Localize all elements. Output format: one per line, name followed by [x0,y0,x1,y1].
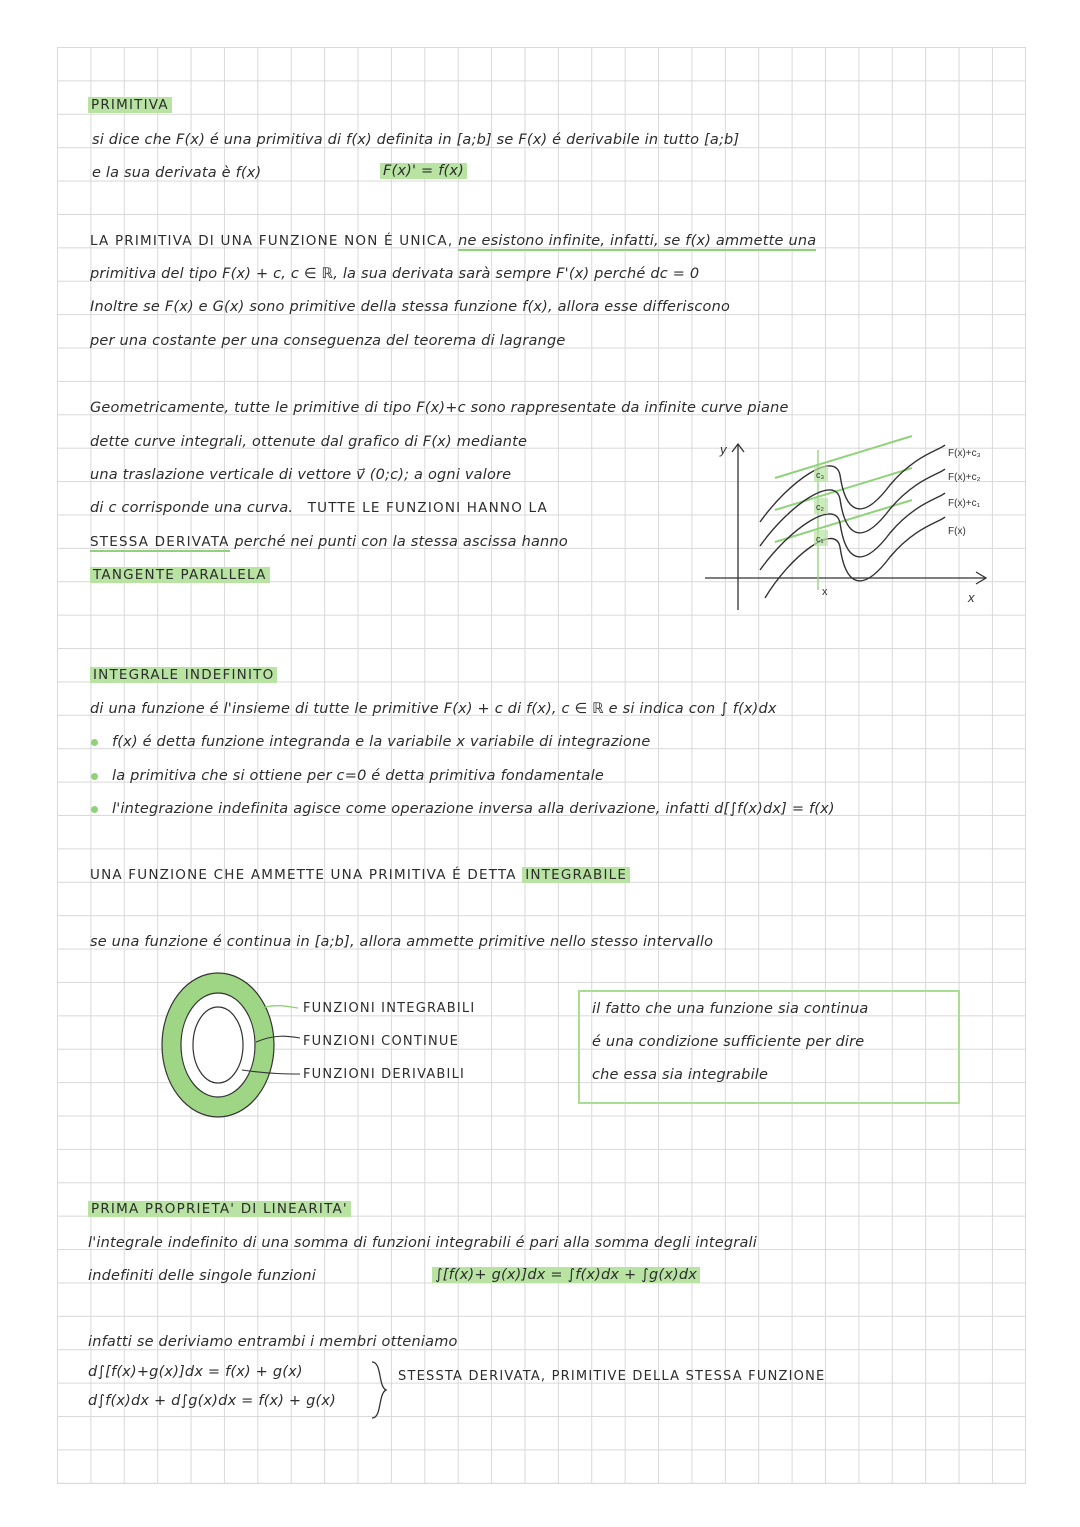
non-unica-line-3: Inoltre se F(x) e G(x) sono primitive della stessa funzione f(x), allora esse differiscono [90,299,731,315]
integrale-definition-line: di una funzione é l'insieme di tutte le primitive F(x) + c di f(x), c ∈ ℝ e si indica con ∫ f(x)dx [90,701,777,717]
function-sets-diagram [150,970,310,1120]
integrabile-definition: UNA FUNZIONE CHE AMMETTE UNA PRIMITIVA É DETTA INTEGRABILE [90,866,630,884]
continua-statement: se una funzione é continua in [a;b], allora ammette primitive nello stesso intervallo [90,934,714,950]
note-line-3: che essa sia integrabile [592,1067,769,1083]
integrale-bullet-1: f(x) é detta funzione integranda e la variabile x variabile di integrazione [112,734,651,750]
derivabili-ring [193,1007,243,1083]
integrabili-arrow-icon [262,1006,298,1008]
geometric-line-3: una traslazione verticale di vettore v⃗ (0;c); a ogni valore [90,467,512,483]
integral-curves-graph [690,430,1020,620]
note-line-2: é una condizione sufficiente per dire [592,1034,865,1050]
geometric-line-1: Geometricamente, tutte le primitive di tipo F(x)+c sono rappresentate da infinite curve piane [90,400,789,416]
non-unica-line-4: per una costante per una conseguenza del teorema di lagrange [90,333,566,349]
integrale-bullet-3: l'integrazione indefinita agisce come operazione inversa alla derivazione, infatti d[∫f(x)dx] = f(x) [112,801,835,817]
curve-F-plus-c2 [760,469,945,546]
x-axis-label: x [968,590,975,605]
linearita-line-3: infatti se deriviamo entrambi i membri otteniamo [88,1334,458,1350]
bullet-dot-1 [91,739,98,746]
curve-F [765,517,945,598]
label-funzioni-derivabili: FUNZIONI DERIVABILI [303,1067,466,1082]
curve-F-plus-c1 [760,493,945,570]
c2-label: c₂ [816,502,824,512]
y-axis-label: y [720,442,727,457]
primitiva-definition-line: si dice che F(x) é una primitiva di f(x) definita in [a;b] se F(x) é derivabile in tutto [a;b] [92,132,740,148]
note-line-1: il fatto che una funzione sia continua [592,1001,869,1017]
bullet-dot-3 [91,806,98,813]
curve-F-plus-c3 [760,445,945,522]
section-heading-primitiva: PRIMITIVA [88,96,172,114]
section-heading-integrale: INTEGRALE INDEFINITO [90,666,277,684]
label-funzioni-continue: FUNZIONI CONTINUE [303,1034,460,1049]
curly-brace-icon [368,1360,392,1420]
non-unica-line-2: primitiva del tipo F(x) + c, c ∈ ℝ, la sua derivata sarà sempre F'(x) perché dc = 0 [90,266,700,282]
derivative-equation-2: d∫f(x)dx + d∫g(x)dx = f(x) + g(x) [88,1393,336,1409]
section-heading-linearita: PRIMA PROPRIETA' DI LINEARITA' [88,1200,351,1218]
c3-label: c₃ [816,470,825,480]
label-funzioni-integrabili: FUNZIONI INTEGRABILI [303,1001,476,1016]
linearita-formula: ∫[f(x)+ g(x)]dx = ∫f(x)dx + ∫g(x)dx [432,1266,700,1284]
primitiva-derivative-formula: F(x)' = f(x) [380,162,467,180]
tangent-line-c3 [775,436,912,478]
integrale-bullet-2: la primitiva che si ottiene per c=0 é detta primitiva fondamentale [112,768,604,784]
linearita-conclusion: STESSTA DERIVATA, PRIMITIVE DELLA STESSA FUNZIONE [398,1369,826,1384]
tangente-parallela-label: TANGENTE PARALLELA [90,566,270,584]
geometric-line-4: di c corrisponde una curva. TUTTE LE FUNZIONI HANNO LA [90,500,548,516]
linearita-line-2: indefiniti delle singole funzioni [88,1268,316,1284]
curve-label-F: F(x) [948,526,966,537]
curve-label-c2: F(x)+c₂ [948,472,981,483]
c1-label: c₁ [816,534,824,544]
derivative-equation-1: d∫[f(x)+g(x)]dx = f(x) + g(x) [88,1364,303,1380]
curve-label-c1: F(x)+c₁ [948,498,980,509]
non-unica-line-1: LA PRIMITIVA DI UNA FUNZIONE NON É UNICA, ne esistono infinite, infatti, se f(x) ammette una [90,233,817,249]
primitiva-derivative-text: e la sua derivata è f(x) [92,165,262,181]
x-mark-label: x [822,586,828,598]
curve-label-c3: F(x)+c₃ [948,448,981,459]
geometric-line-5: STESSA DERIVATA perché nei punti con la stessa ascissa hanno [90,534,568,550]
linearita-line-1: l'integrale indefinito di una somma di funzioni integrabili é pari alla somma degli integrali [88,1235,757,1251]
bullet-dot-2 [91,773,98,780]
geometric-line-2: dette curve integrali, ottenute dal grafico di F(x) mediante [90,434,528,450]
